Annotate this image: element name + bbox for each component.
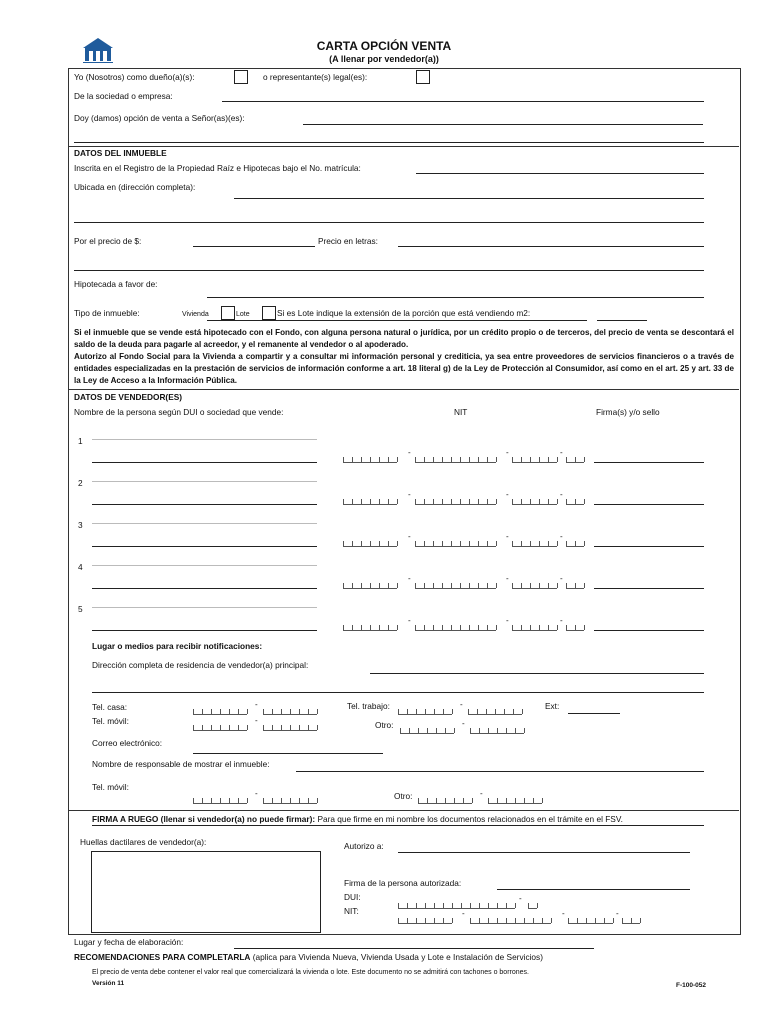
huellas-label: Huellas dactilares de vendedor(a): <box>80 837 207 847</box>
otro-label: Otro: <box>375 720 394 730</box>
ruego-dui-field[interactable] <box>398 902 515 909</box>
direccion-field[interactable] <box>370 673 704 674</box>
separator-dash: - <box>562 909 565 918</box>
separator-dash: - <box>460 700 463 709</box>
ruego-dui-check[interactable] <box>528 902 537 909</box>
doy-field[interactable] <box>303 124 703 125</box>
separator-dash: - <box>408 616 411 625</box>
separator-dash: - <box>408 490 411 499</box>
ruego-nit-group-4[interactable] <box>622 917 640 924</box>
direccion-label: Dirección completa de residencia de vendedor(a) principal: <box>92 660 309 670</box>
vendedor-name-field[interactable] <box>92 546 317 547</box>
vendedor-nit-group-2[interactable] <box>415 540 496 547</box>
sociedad-label: De la sociedad o empresa: <box>74 91 173 101</box>
precio-field[interactable] <box>193 246 315 247</box>
vendedor-nit-group-3[interactable] <box>512 582 557 589</box>
vendedor-nit-group-3[interactable] <box>512 498 557 505</box>
correo-field[interactable] <box>193 753 383 754</box>
separator-dash: - <box>408 448 411 457</box>
vendedor-row-number: 5 <box>78 604 83 614</box>
lugar-field[interactable] <box>234 948 594 949</box>
autorizo-label: Autorizo a: <box>344 841 384 851</box>
ruego-nit-group-2[interactable] <box>470 917 551 924</box>
autorizo-paragraph: Autorizo al Fondo Social para la Vivienda a compartir y a consultar mi información personal y crediticia, ya sea entre proveedores de servicios financieros o a través de entidades especializadas en la prestación de servicios de información conforme a art. 18 literal g) de la Ley de Protección al Consumidor, así como en el art. 25 y art. 33 de la Ley de Acceso a la Información Pública. <box>74 352 734 385</box>
vendedor-nit-group-1[interactable] <box>343 498 397 505</box>
separator-dash: - <box>616 909 619 918</box>
vivienda-label: Vivienda <box>182 311 209 318</box>
tel-casa-field-b[interactable] <box>263 708 317 715</box>
version-label: Versión 11 <box>92 980 125 987</box>
tel-movil2-field-a[interactable] <box>193 797 247 804</box>
recomendaciones-heading: RECOMENDACIONES PARA COMPLETARLA <box>74 952 251 962</box>
ruego-heading: FIRMA A RUEGO (llenar si vendedor(a) no puede firmar): <box>92 814 316 824</box>
vendedor-name-guide <box>92 523 317 524</box>
precio-label: Por el precio de $: <box>74 236 142 246</box>
otro-field-a[interactable] <box>400 727 454 734</box>
vendedor-nit-group-2[interactable] <box>415 498 496 505</box>
responsable-label: Nombre de responsable de mostrar el inmueble: <box>92 759 270 769</box>
ubicada-field-2[interactable] <box>74 222 704 223</box>
firma-autorizada-field[interactable] <box>497 889 690 890</box>
nit-label: NIT: <box>344 906 359 916</box>
vendedor-name-guide <box>92 439 317 440</box>
recomendaciones-rest: (aplica para Vivienda Nueva, Vivienda Usada y Lote e Instalación de Servicios) <box>252 952 543 962</box>
separator-dash: - <box>560 448 563 457</box>
separator-dash: - <box>408 532 411 541</box>
inscrita-label: Inscrita en el Registro de la Propiedad Raíz e Hipotecas bajo el No. matrícula: <box>74 163 361 173</box>
lugar-label: Lugar y fecha de elaboración: <box>74 937 184 947</box>
separator-dash: - <box>506 448 509 457</box>
lote-checkbox[interactable] <box>262 306 276 320</box>
tel-movil-field-a[interactable] <box>193 724 247 731</box>
representante-checkbox[interactable] <box>416 70 430 84</box>
vendedor-name-field[interactable] <box>92 504 317 505</box>
section-divider <box>69 146 739 147</box>
tel-movil-label: Tel. móvil: <box>92 716 129 726</box>
separator-dash: - <box>560 574 563 583</box>
separator-dash: - <box>519 894 522 903</box>
vendedor-nit-group-2[interactable] <box>415 456 496 463</box>
doy-label: Doy (damos) opción de venta a Señor(as)(es): <box>74 113 245 123</box>
form-code: F-100-052 <box>676 982 706 989</box>
separator-dash: - <box>560 616 563 625</box>
footer-note: El precio de venta debe contener el valor real que comercializará la vivienda o lote. Este documento no se admitirá con tachones o borrones. <box>92 969 529 976</box>
vendedor-name-field[interactable] <box>92 588 317 589</box>
vendedor-name-field[interactable] <box>92 630 317 631</box>
form-subtitle: (A llenar por vendedor(a)) <box>329 54 439 64</box>
vendedor-nit-group-4[interactable] <box>566 624 584 631</box>
separator-dash: - <box>506 532 509 541</box>
vendedor-nit-group-1[interactable] <box>343 582 397 589</box>
section-divider <box>69 389 739 390</box>
vendedor-nit-group-2[interactable] <box>415 624 496 631</box>
ruego-nit-group-1[interactable] <box>398 917 452 924</box>
huellas-box[interactable] <box>91 851 321 933</box>
notificaciones-heading: Lugar o medios para recibir notificaciones: <box>92 641 263 651</box>
ruego-heading-line <box>92 815 623 823</box>
col-nit: NIT <box>454 407 468 417</box>
separator-dash: - <box>506 574 509 583</box>
otro2-field-b[interactable] <box>488 797 542 804</box>
vendedor-nit-group-4[interactable] <box>566 498 584 505</box>
vendedor-firma-field[interactable] <box>594 588 704 589</box>
precio-letras-field-2[interactable] <box>74 270 704 271</box>
hipoteca-paragraph: Si el inmueble que se vende está hipotecado con el Fondo, con alguna persona natural o jurídica, por un crédito propio o de terceros, del precio de venta se descontará el saldo de la deuda para pagarle al acreedor, y el remanente al vendedor o al apoderado. <box>74 328 734 349</box>
vendedor-nit-group-4[interactable] <box>566 582 584 589</box>
ruego-underline <box>92 825 704 826</box>
vendedor-nit-group-2[interactable] <box>415 582 496 589</box>
vendedor-name-field[interactable] <box>92 462 317 463</box>
vendedor-nit-group-1[interactable] <box>343 624 397 631</box>
ruego-nit-group-3[interactable] <box>568 917 613 924</box>
separator-dash: - <box>255 700 258 709</box>
vendedor-row-number: 3 <box>78 520 83 530</box>
ext-field[interactable] <box>568 713 620 714</box>
ruego-heading-rest: Para que firme en mi nombre los documentos relacionados en el trámite en el FSV. <box>317 814 623 824</box>
direccion-field-2[interactable] <box>92 692 704 693</box>
col-firma: Firma(s) y/o sello <box>596 407 660 417</box>
vendedor-firma-field[interactable] <box>594 504 704 505</box>
vendedor-nit-group-1[interactable] <box>343 540 397 547</box>
vendedor-firma-field[interactable] <box>594 462 704 463</box>
rep-label: o representante(s) legal(es): <box>263 72 368 82</box>
vendedor-row-number: 1 <box>78 436 83 446</box>
vendedor-nit-group-4[interactable] <box>566 456 584 463</box>
tel-movil2-field-b[interactable] <box>263 797 317 804</box>
ext-label: Ext: <box>545 701 560 711</box>
lote-ext-field[interactable] <box>597 320 647 321</box>
vendedores-heading: DATOS DE VENDEDOR(ES) <box>74 392 183 402</box>
precio-letras-field[interactable] <box>398 246 704 247</box>
vendedor-row-number: 2 <box>78 478 83 488</box>
vendedor-firma-field[interactable] <box>594 546 704 547</box>
tel-trabajo-field-b[interactable] <box>468 708 522 715</box>
section-divider <box>69 810 739 811</box>
vendedor-nit-group-4[interactable] <box>566 540 584 547</box>
doy-field-2[interactable] <box>74 142 704 143</box>
vivienda-checkbox[interactable] <box>221 306 235 320</box>
vendedor-nit-group-3[interactable] <box>512 540 557 547</box>
dueno-checkbox[interactable] <box>234 70 248 84</box>
sociedad-field[interactable] <box>222 101 704 102</box>
separator-dash: - <box>408 574 411 583</box>
otro2-label: Otro: <box>394 791 413 801</box>
vendedor-name-guide <box>92 565 317 566</box>
tel-trabajo-field-a[interactable] <box>398 708 452 715</box>
precio-letras-label: Precio en letras: <box>318 236 378 246</box>
separator-dash: - <box>560 490 563 499</box>
otro-field-b[interactable] <box>470 727 524 734</box>
tel-movil2-label: Tel. móvil: <box>92 782 129 792</box>
separator-dash: - <box>462 719 465 728</box>
yo-label: Yo (Nosotros) como dueño(a)(s): <box>74 72 195 82</box>
lote-ext-label: Si es Lote indique la extensión de la porción que está vendiendo m2: <box>277 308 531 318</box>
separator-dash: - <box>560 532 563 541</box>
vendedor-nit-group-3[interactable] <box>512 624 557 631</box>
dui-label: DUI: <box>344 892 361 902</box>
inmueble-heading: DATOS DEL INMUEBLE <box>74 148 167 158</box>
hipotecada-field[interactable] <box>207 297 704 298</box>
tel-movil-field-b[interactable] <box>263 724 317 731</box>
separator-dash: - <box>462 909 465 918</box>
vendedor-nit-group-3[interactable] <box>512 456 557 463</box>
col-nombre: Nombre de la persona según DUI o sociedad que vende: <box>74 407 284 417</box>
separator-dash: - <box>506 616 509 625</box>
separator-dash: - <box>255 789 258 798</box>
separator-dash: - <box>480 789 483 798</box>
tel-casa-field-a[interactable] <box>193 708 247 715</box>
vendedor-firma-field[interactable] <box>594 630 704 631</box>
form-title: CARTA OPCIÓN VENTA <box>316 39 452 53</box>
responsable-field[interactable] <box>296 771 704 772</box>
tipo-label: Tipo de inmueble: <box>74 308 140 318</box>
tipo-underline <box>207 320 587 321</box>
separator-dash: - <box>506 490 509 499</box>
tel-casa-label: Tel. casa: <box>92 702 128 712</box>
matricula-field[interactable] <box>416 173 704 174</box>
autorizo-field[interactable] <box>398 852 690 853</box>
vendedor-nit-group-1[interactable] <box>343 456 397 463</box>
otro2-field-a[interactable] <box>418 797 472 804</box>
firma-autorizada-label: Firma de la persona autorizada: <box>344 878 462 888</box>
vendedor-row-number: 4 <box>78 562 83 572</box>
correo-label: Correo electrónico: <box>92 738 163 748</box>
vendedor-name-guide <box>92 607 317 608</box>
recomendaciones-line <box>74 953 543 961</box>
hipotecada-label: Hipotecada a favor de: <box>74 279 158 289</box>
tel-trabajo-label: Tel. trabajo: <box>347 701 390 711</box>
separator-dash: - <box>255 716 258 725</box>
ubicada-field[interactable] <box>234 198 704 199</box>
ubicada-label: Ubicada en (dirección completa): <box>74 182 196 192</box>
lote-label: Lote <box>236 311 250 318</box>
vendedor-name-guide <box>92 481 317 482</box>
